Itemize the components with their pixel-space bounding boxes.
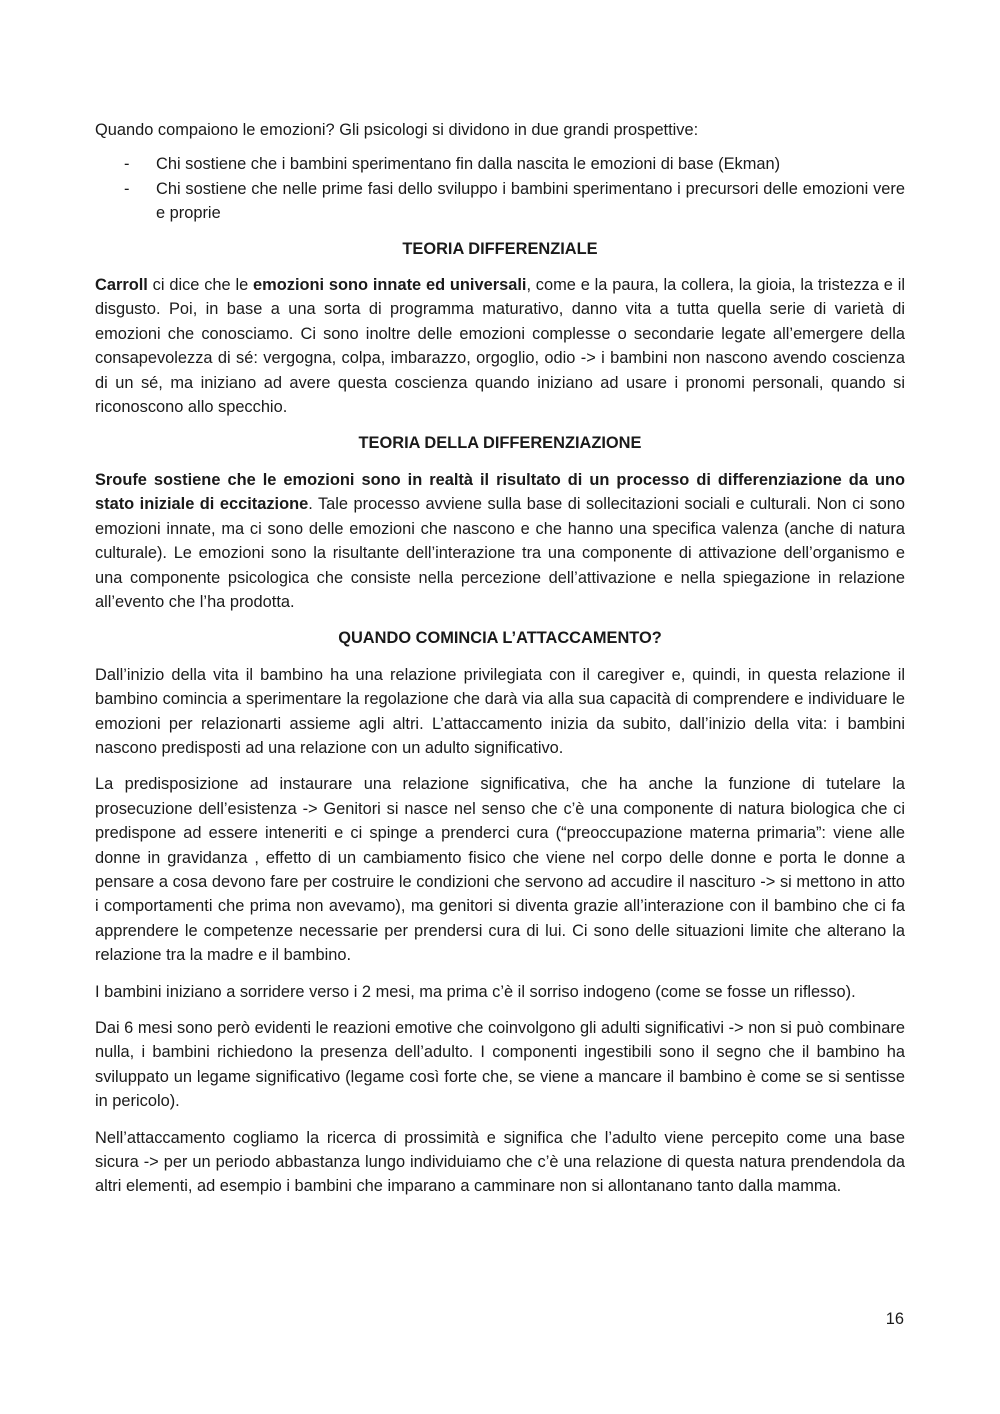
section-heading-attaccamento: QUANDO COMINCIA L’ATTACCAMENTO? xyxy=(338,629,662,648)
paragraph: Dai 6 mesi sono però evidenti le reazioni emotive che coinvolgono gli adulti significativi -> non si può combinare nulla, i bambini richiedono la presenza dell’adulto. I componenti ingestibili sono il segno che il bambino ha sviluppato un legame significativo (legame così forte che, se viene a mancare il bambino è come se si sentisse in pericolo). xyxy=(95,1019,905,1111)
body-text: ci dice che le xyxy=(147,276,254,295)
paragraph-sroufe xyxy=(95,468,905,614)
intro-paragraph: Quando compaiono le emozioni? Gli psicologi si dividono in due grandi prospettive: xyxy=(95,121,699,139)
bold-text: Carroll xyxy=(95,276,148,295)
perspectives-list xyxy=(95,152,905,225)
document-page xyxy=(95,118,905,1211)
section-heading-teoria-differenziazione: TEORIA DELLA DIFFERENZIAZIONE xyxy=(358,434,642,453)
bold-text: Sroufe sostiene che le emozioni sono in realtà il risultato di un processo di differenziazione da uno stato iniziale di eccitazione xyxy=(95,470,905,514)
list-item: - Chi sostiene che nelle prime fasi dello sviluppo i bambini sperimentano i precursori delle emozioni vere e proprie xyxy=(95,177,905,226)
paragraph: Nell’attaccamento cogliamo la ricerca di prossimità e significa che l’adulto viene percepito come una base sicura -> per un periodo abbastanza lungo individuiamo che c’è una relazione di questa natura prendendola da altri elementi, ad esempio i bambini che imparano a camminare non si allontanano tanto dalla mamma. xyxy=(95,1128,905,1196)
paragraph-carroll xyxy=(95,273,905,419)
paragraph: I bambini iniziano a sorridere verso i 2 mesi, ma prima c’è il sorriso indogeno (come se fosse un riflesso). xyxy=(95,982,856,1001)
paragraph: Dall’inizio della vita il bambino ha una relazione privilegiata con il caregiver e, quindi, in questa relazione il bambino comincia a sperimentare la regolazione che darà via alla sua capacità di comprendere e individuare le emozioni per relazionarti assieme agli altri. L’attaccamento inizia da subito, dall’inizio della vita: i bambini nascono predisposti ad una relazione con un adulto significativo. xyxy=(95,665,905,757)
bold-text: emozioni sono innate ed universali xyxy=(253,276,527,295)
page-number: 16 xyxy=(885,1310,904,1328)
section-heading-teoria-differenziale: TEORIA DIFFERENZIALE xyxy=(402,239,598,258)
list-item: - Chi sostiene che i bambini sperimentano fin dalla nascita le emozioni di base (Ekman) xyxy=(95,152,905,176)
body-text: , come e la paura, la collera, la gioia, la tristezza e il disgusto. Poi, in base a una sorta di programma maturativo, danno vita a tutta quella serie di varietà di emozioni che conosciamo. Ci sono inoltre delle emozioni complesse o secondarie legate all’emergere della consapevolezza di sé: vergogna, colpa, imbarazzo, orgoglio, odio -> i bambini non nascono avendo coscienza di un sé, ma iniziano ad avere questa coscienza quando iniziano ad usare i pronomi personali, quando si riconoscono allo specchio. xyxy=(95,276,905,417)
body-text: . Tale processo avviene sulla base di sollecitazioni sociali e culturali. Non ci sono emozioni innate, ma ci sono delle emozioni che nascono e che hanno una specifica valenza (anche di natura culturale). Le emozioni sono la risultante dell’interazione tra una componente di attivazione dell’organismo e una componente psicologica che consiste nella percezione dell’attivazione e nella spiegazione in relazione all’evento che l’ha prodotta. xyxy=(95,495,905,611)
paragraph: La predisposizione ad instaurare una relazione significativa, che ha anche la funzione di tutelare la prosecuzione dell’esistenza -> Genitori si nasce nel senso che c’è una componente di natura biologica che ci predispone ad essere inteneriti e ci spinge a prenderci cura (“preoccupazione materna primaria”: viene alle donne in gravidanza , effetto di un cambiamento fisico che viene nel corpo delle donne e porta le donne a pensare a cosa devono fare per costruire le condizioni che servono ad accudire il nascituro -> si mettono in atto i comportamenti che prima non avevamo), ma genitori si diventa grazie all’interazione con il bambino che ci fa apprendere le competenze necessarie per prendersi cura di lui. Ci sono delle situazioni limite che alterano la relazione tra la madre e il bambino. xyxy=(95,775,905,965)
